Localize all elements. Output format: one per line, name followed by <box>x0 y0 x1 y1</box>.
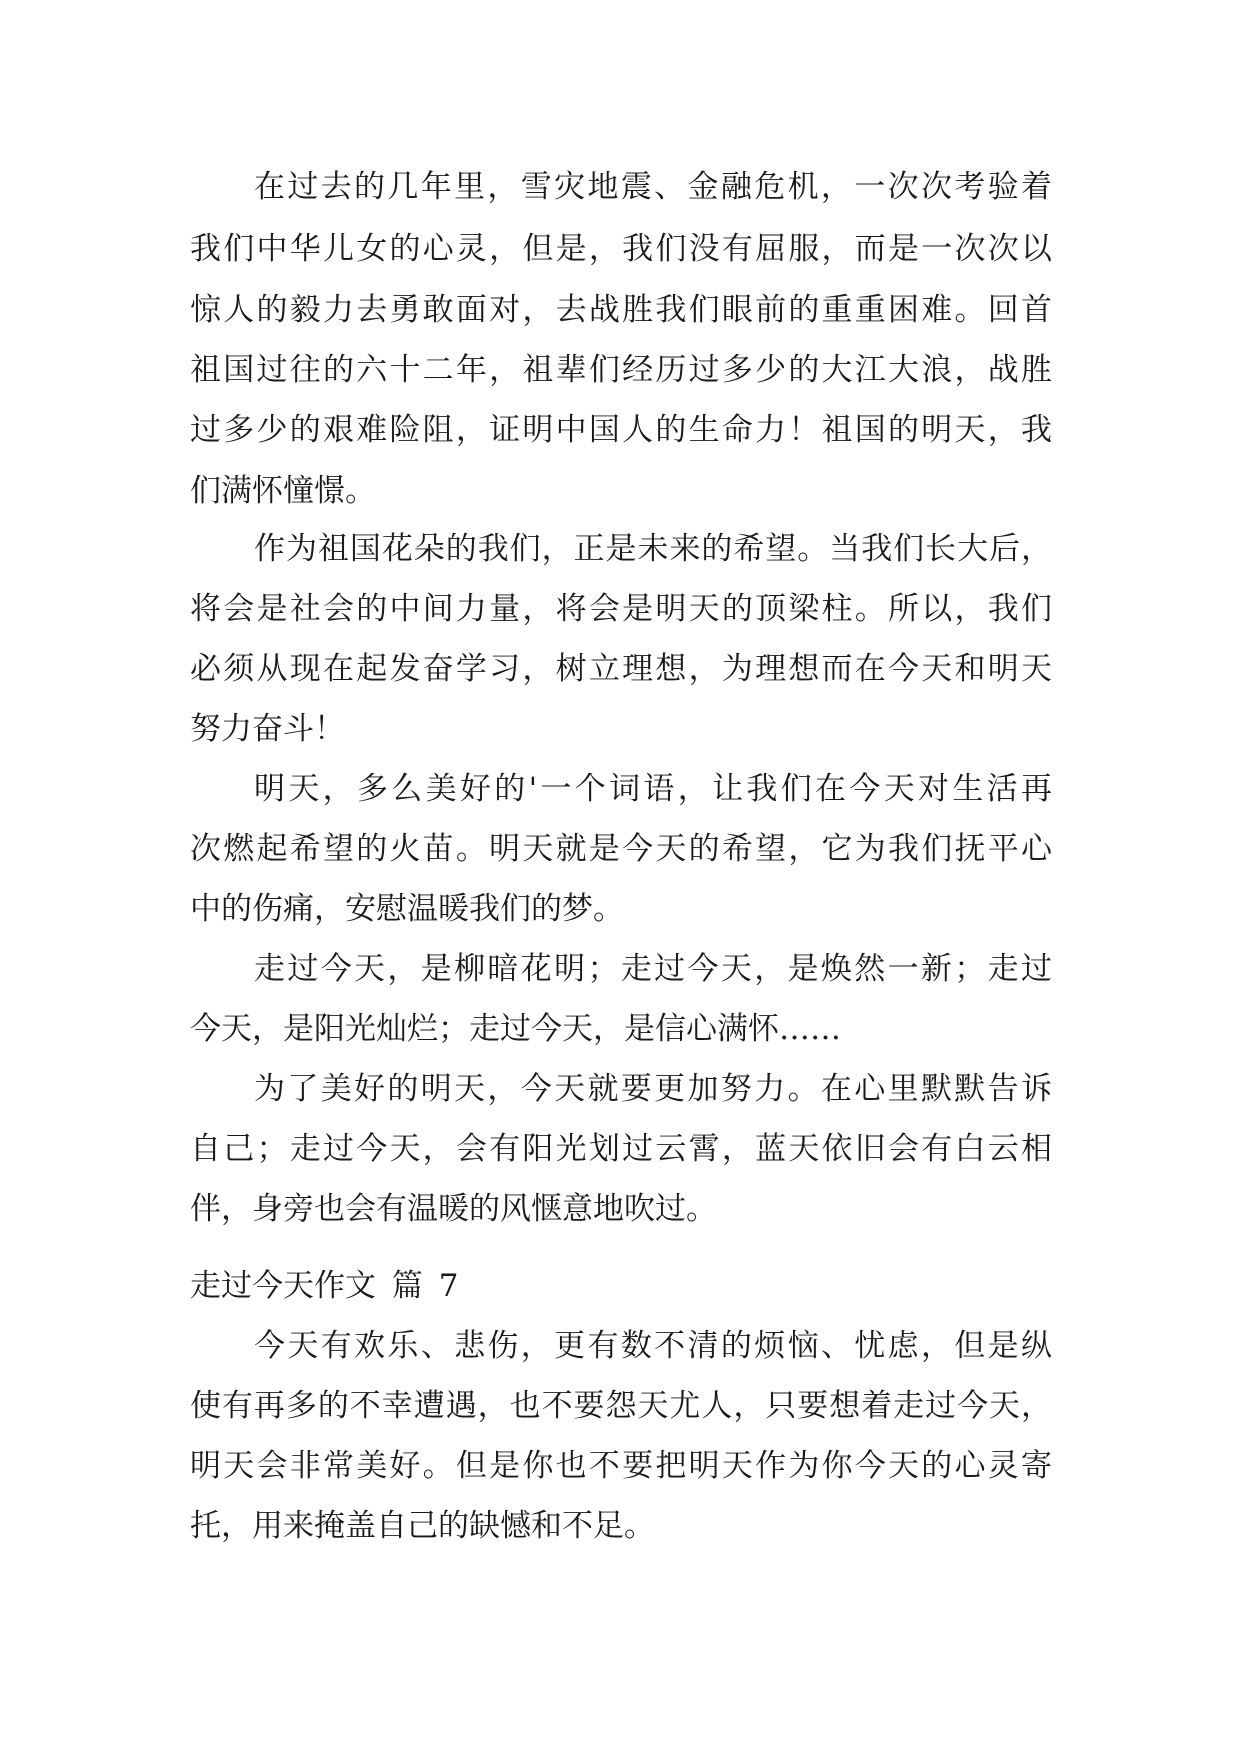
text-line: 明天，多么美好的'一个词语，让我们在今天对生活再 <box>254 771 1052 807</box>
text-line: 自己；走过今天，会有阳光划过云霄，蓝天依旧会有白云相 <box>190 1131 1052 1167</box>
text-line: 在过去的几年里，雪灾地震、金融危机，一次次考验着 <box>254 169 1052 205</box>
text-line: 努力奋斗！ <box>190 711 345 747</box>
text-line: 祖国过往的六十二年，祖辈们经历过多少的大江大浪，战胜 <box>190 352 1052 388</box>
text-line: 必须从现在起发奋学习，树立理想，为理想而在今天和明天 <box>190 651 1052 687</box>
text-line: 作为祖国花朵的我们，正是未来的希望。当我们长大后， <box>254 531 1052 567</box>
text-line: 走过今天，是柳暗花明；走过今天，是焕然一新；走过 <box>254 951 1052 987</box>
text-line: 次燃起希望的火苗。明天就是今天的希望，它为我们抚平心 <box>190 831 1052 867</box>
text-line: 使有再多的不幸遭遇，也不要怨天尤人，只要想着走过今天， <box>190 1388 1052 1424</box>
text-line: 今天，是阳光灿烂；走过今天，是信心满怀…… <box>190 1011 841 1047</box>
section-heading: 走过今天作文 篇 7 <box>190 1268 459 1304</box>
text-line: 们满怀憧憬。 <box>190 473 376 509</box>
text-line: 伴，身旁也会有温暖的风惬意地吹过。 <box>190 1191 717 1227</box>
text-line: 托，用来掩盖自己的缺憾和不足。 <box>190 1508 655 1544</box>
text-line: 明天会非常美好。但是你也不要把明天作为你今天的心灵寄 <box>190 1448 1052 1484</box>
text-line: 过多少的艰难险阻，证明中国人的生命力！祖国的明天，我 <box>190 412 1052 448</box>
text-line: 惊人的毅力去勇敢面对，去战胜我们眼前的重重困难。回首 <box>190 292 1052 328</box>
text-line: 中的伤痛，安慰温暖我们的梦。 <box>190 891 624 927</box>
text-line: 我们中华儿女的心灵，但是，我们没有屈服，而是一次次以 <box>190 231 1052 267</box>
text-line: 将会是社会的中间力量，将会是明天的顶梁柱。所以，我们 <box>190 591 1052 627</box>
text-line: 为了美好的明天，今天就要更加努力。在心里默默告诉 <box>254 1071 1052 1107</box>
text-line: 今天有欢乐、悲伤，更有数不清的烦恼、忧虑，但是纵 <box>254 1328 1052 1364</box>
